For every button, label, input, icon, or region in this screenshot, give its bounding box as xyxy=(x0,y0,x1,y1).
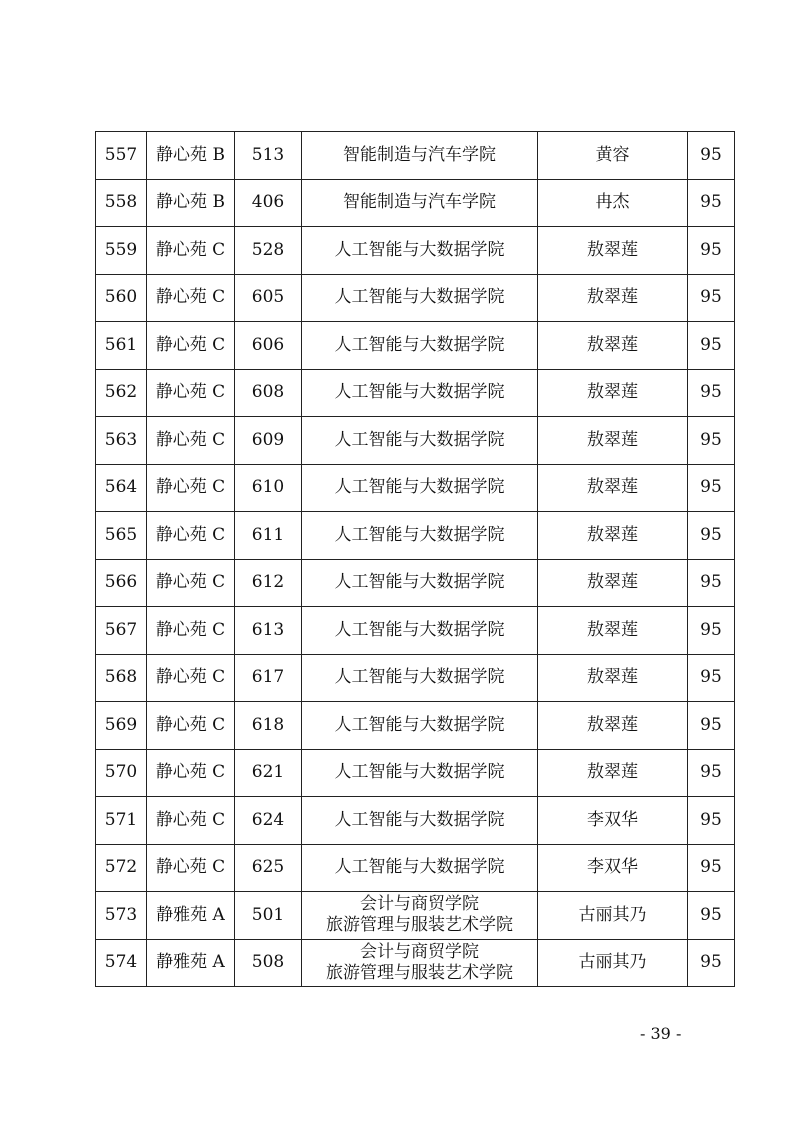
score-cell: 95 xyxy=(688,797,735,844)
building-cell: 静雅苑 A xyxy=(147,892,235,939)
score-cell: 95 xyxy=(688,512,735,559)
table-row xyxy=(96,370,735,418)
table-row xyxy=(96,892,735,940)
room-cell: 513 xyxy=(235,132,302,179)
room-cell: 608 xyxy=(235,370,302,417)
person-cell: 敖翠莲 xyxy=(538,417,688,464)
college-line: 人工智能与大数据学院 xyxy=(334,714,505,735)
table-row xyxy=(96,465,735,513)
score-cell: 95 xyxy=(688,655,735,702)
row-number-cell: 563 xyxy=(96,417,147,464)
table-row xyxy=(96,132,735,180)
score-cell: 95 xyxy=(688,417,735,464)
score-cell: 95 xyxy=(688,370,735,417)
dormitory-score-table xyxy=(95,131,735,987)
building-cell: 静心苑 C xyxy=(147,560,235,607)
room-cell: 621 xyxy=(235,750,302,797)
college-cell xyxy=(302,655,538,702)
table-row xyxy=(96,275,735,323)
building-cell: 静雅苑 A xyxy=(147,940,235,987)
score-cell: 95 xyxy=(688,892,735,939)
page-number: - 39 - xyxy=(640,1024,682,1043)
college-cell xyxy=(302,892,538,939)
room-cell: 606 xyxy=(235,322,302,369)
college-line: 智能制造与汽车学院 xyxy=(343,144,496,165)
room-cell: 625 xyxy=(235,845,302,892)
row-number-cell: 571 xyxy=(96,797,147,844)
building-cell: 静心苑 C xyxy=(147,655,235,702)
college-line: 人工智能与大数据学院 xyxy=(334,809,505,830)
room-cell: 501 xyxy=(235,892,302,939)
person-cell: 敖翠莲 xyxy=(538,275,688,322)
room-cell: 611 xyxy=(235,512,302,559)
room-cell: 613 xyxy=(235,607,302,654)
college-line: 人工智能与大数据学院 xyxy=(334,857,505,878)
score-cell: 95 xyxy=(688,607,735,654)
score-cell: 95 xyxy=(688,227,735,274)
room-cell: 612 xyxy=(235,560,302,607)
table-row xyxy=(96,180,735,228)
table-row xyxy=(96,940,735,988)
college-cell xyxy=(302,180,538,227)
table-row xyxy=(96,797,735,845)
college-cell xyxy=(302,275,538,322)
person-cell: 敖翠莲 xyxy=(538,322,688,369)
room-cell: 617 xyxy=(235,655,302,702)
person-cell: 敖翠莲 xyxy=(538,465,688,512)
college-cell xyxy=(302,797,538,844)
row-number-cell: 572 xyxy=(96,845,147,892)
college-line: 人工智能与大数据学院 xyxy=(334,667,505,688)
college-cell xyxy=(302,702,538,749)
college-cell xyxy=(302,512,538,559)
college-line: 人工智能与大数据学院 xyxy=(334,382,505,403)
building-cell: 静心苑 C xyxy=(147,322,235,369)
building-cell: 静心苑 C xyxy=(147,607,235,654)
college-line: 人工智能与大数据学院 xyxy=(334,524,505,545)
row-number-cell: 564 xyxy=(96,465,147,512)
person-cell: 敖翠莲 xyxy=(538,607,688,654)
row-number-cell: 574 xyxy=(96,940,147,987)
row-number-cell: 559 xyxy=(96,227,147,274)
table-row xyxy=(96,417,735,465)
room-cell: 609 xyxy=(235,417,302,464)
table-row xyxy=(96,322,735,370)
score-cell: 95 xyxy=(688,560,735,607)
score-cell: 95 xyxy=(688,845,735,892)
table-row xyxy=(96,560,735,608)
room-cell: 610 xyxy=(235,465,302,512)
row-number-cell: 560 xyxy=(96,275,147,322)
building-cell: 静心苑 C xyxy=(147,512,235,559)
building-cell: 静心苑 C xyxy=(147,227,235,274)
table-row xyxy=(96,607,735,655)
college-line: 人工智能与大数据学院 xyxy=(334,572,505,593)
room-cell: 508 xyxy=(235,940,302,987)
row-number-cell: 562 xyxy=(96,370,147,417)
room-cell: 618 xyxy=(235,702,302,749)
row-number-cell: 573 xyxy=(96,892,147,939)
building-cell: 静心苑 B xyxy=(147,180,235,227)
row-number-cell: 565 xyxy=(96,512,147,559)
person-cell: 敖翠莲 xyxy=(538,370,688,417)
person-cell: 古丽其乃 xyxy=(538,940,688,987)
person-cell: 黄容 xyxy=(538,132,688,179)
building-cell: 静心苑 B xyxy=(147,132,235,179)
college-cell xyxy=(302,845,538,892)
college-cell xyxy=(302,132,538,179)
building-cell: 静心苑 C xyxy=(147,750,235,797)
table-row xyxy=(96,702,735,750)
row-number-cell: 569 xyxy=(96,702,147,749)
college-line: 会计与商贸学院 xyxy=(360,941,479,962)
college-line: 旅游管理与服装艺术学院 xyxy=(326,962,513,983)
college-line: 人工智能与大数据学院 xyxy=(334,429,505,450)
score-cell: 95 xyxy=(688,940,735,987)
score-cell: 95 xyxy=(688,750,735,797)
building-cell: 静心苑 C xyxy=(147,275,235,322)
score-cell: 95 xyxy=(688,180,735,227)
score-cell: 95 xyxy=(688,702,735,749)
room-cell: 406 xyxy=(235,180,302,227)
college-cell xyxy=(302,417,538,464)
college-line: 旅游管理与服装艺术学院 xyxy=(326,915,513,936)
person-cell: 李双华 xyxy=(538,845,688,892)
row-number-cell: 567 xyxy=(96,607,147,654)
person-cell: 敖翠莲 xyxy=(538,702,688,749)
person-cell: 敖翠莲 xyxy=(538,750,688,797)
building-cell: 静心苑 C xyxy=(147,417,235,464)
college-cell xyxy=(302,227,538,274)
row-number-cell: 568 xyxy=(96,655,147,702)
college-line: 人工智能与大数据学院 xyxy=(334,619,505,640)
college-cell xyxy=(302,465,538,512)
room-cell: 605 xyxy=(235,275,302,322)
person-cell: 李双华 xyxy=(538,797,688,844)
college-line: 人工智能与大数据学院 xyxy=(334,477,505,498)
score-cell: 95 xyxy=(688,275,735,322)
table-row xyxy=(96,750,735,798)
person-cell: 敖翠莲 xyxy=(538,512,688,559)
building-cell: 静心苑 C xyxy=(147,465,235,512)
college-line: 人工智能与大数据学院 xyxy=(334,287,505,308)
row-number-cell: 558 xyxy=(96,180,147,227)
table-row xyxy=(96,655,735,703)
building-cell: 静心苑 C xyxy=(147,702,235,749)
row-number-cell: 561 xyxy=(96,322,147,369)
row-number-cell: 566 xyxy=(96,560,147,607)
score-cell: 95 xyxy=(688,465,735,512)
person-cell: 古丽其乃 xyxy=(538,892,688,939)
table-row xyxy=(96,512,735,560)
person-cell: 敖翠莲 xyxy=(538,560,688,607)
college-cell xyxy=(302,607,538,654)
college-cell xyxy=(302,940,538,987)
score-cell: 95 xyxy=(688,132,735,179)
college-line: 人工智能与大数据学院 xyxy=(334,334,505,355)
college-cell xyxy=(302,750,538,797)
person-cell: 敖翠莲 xyxy=(538,227,688,274)
table-row xyxy=(96,227,735,275)
table-row xyxy=(96,845,735,893)
room-cell: 528 xyxy=(235,227,302,274)
score-cell: 95 xyxy=(688,322,735,369)
building-cell: 静心苑 C xyxy=(147,797,235,844)
college-line: 人工智能与大数据学院 xyxy=(334,762,505,783)
college-line: 会计与商贸学院 xyxy=(360,894,479,914)
college-cell xyxy=(302,370,538,417)
college-line: 人工智能与大数据学院 xyxy=(334,239,505,260)
row-number-cell: 570 xyxy=(96,750,147,797)
row-number-cell: 557 xyxy=(96,132,147,179)
college-cell xyxy=(302,560,538,607)
person-cell: 敖翠莲 xyxy=(538,655,688,702)
building-cell: 静心苑 C xyxy=(147,845,235,892)
room-cell: 624 xyxy=(235,797,302,844)
college-line: 智能制造与汽车学院 xyxy=(343,192,496,213)
person-cell: 冉杰 xyxy=(538,180,688,227)
college-cell xyxy=(302,322,538,369)
building-cell: 静心苑 C xyxy=(147,370,235,417)
